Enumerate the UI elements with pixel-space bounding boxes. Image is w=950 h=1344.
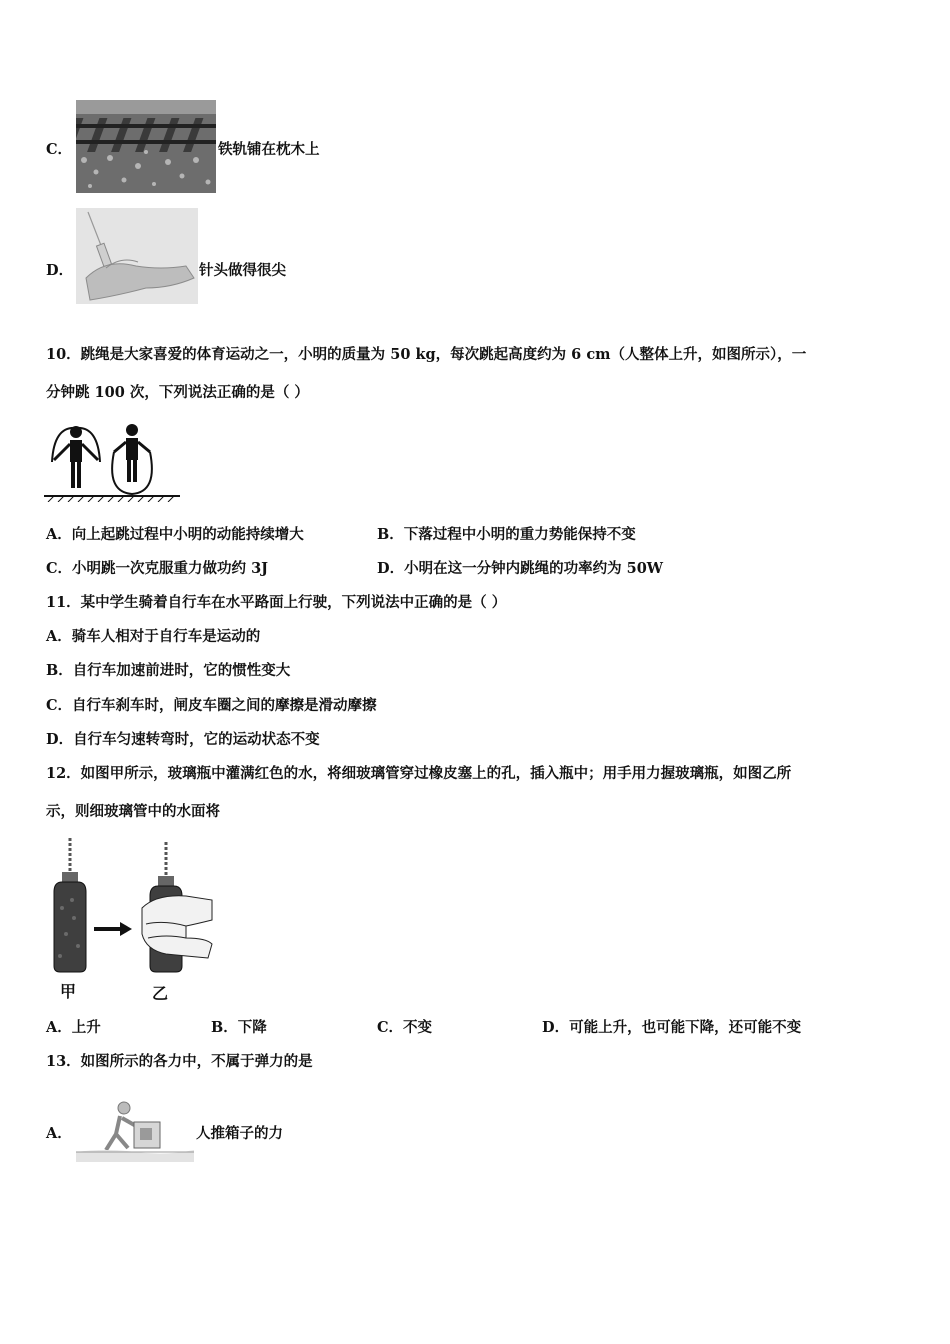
q12-option-c: C．不变 [377,1019,433,1036]
q11-option-a: A．骑车人相对于自行车是运动的 [46,628,261,645]
q10-option-d: D．小明在这一分钟内跳绳的功率约为 50W [377,560,664,577]
label-jia: 甲 [60,982,77,1001]
q11-option-b: B．自行车加速前进时，它的惯性变大 [46,662,291,679]
q10-stem-line1: 10．跳绳是大家喜爱的体育运动之一，小明的质量为 50 kg，每次跳起高度约为 6 cm（人整体上升，如图所示），一 [46,346,807,363]
label-yi: 乙 [152,984,169,1003]
jump-rope-figure [44,422,180,502]
q10-option-a: A．向上起跳过程中小明的动能持续增大 [46,526,304,543]
bottle-figure [46,838,216,978]
q11-option-d: D．自行车匀速转弯时，它的运动状态不变 [46,731,320,748]
railway-sleepers-photo [76,100,216,193]
q11-stem: 11．某中学生骑着自行车在水平路面上行驶，下列说法中正确的是（ ） [46,594,507,611]
q12-option-a: A．上升 [46,1019,101,1036]
q9-option-c-text: 铁轨铺在枕木上 [218,141,320,158]
q13-option-a-letter: A． [46,1125,72,1142]
q10-option-c: C．小明跳一次克服重力做功约 3J [46,560,269,577]
q12-option-d: D．可能上升，也可能下降，还可能不变 [542,1019,802,1036]
q9-option-d-letter: D． [46,262,74,279]
q12-option-b: B．下降 [211,1019,267,1036]
q9-option-d-text: 针头做得很尖 [199,262,286,279]
q13-stem: 13．如图所示的各力中，不属于弹力的是 [46,1053,313,1070]
person-pushing-box-figure [76,1098,194,1162]
q13-option-a-text: 人推箱子的力 [196,1125,283,1142]
q10-option-b: B．下落过程中小明的重力势能保持不变 [377,526,636,543]
syringe-needle-photo [76,208,198,304]
q12-stem-line1: 12．如图甲所示，玻璃瓶中灌满红色的水，将细玻璃管穿过橡皮塞上的孔，插入瓶中；用手用力握玻璃瓶，如图乙所 [46,765,792,782]
q10-stem-line2: 分钟跳 100 次，下列说法正确的是（ ） [46,384,309,401]
q9-option-c-letter: C． [46,141,73,158]
q11-option-c: C．自行车刹车时，闸皮车圈之间的摩擦是滑动摩擦 [46,697,377,714]
q12-stem-line2: 示，则细玻璃管中的水面将 [46,803,220,820]
